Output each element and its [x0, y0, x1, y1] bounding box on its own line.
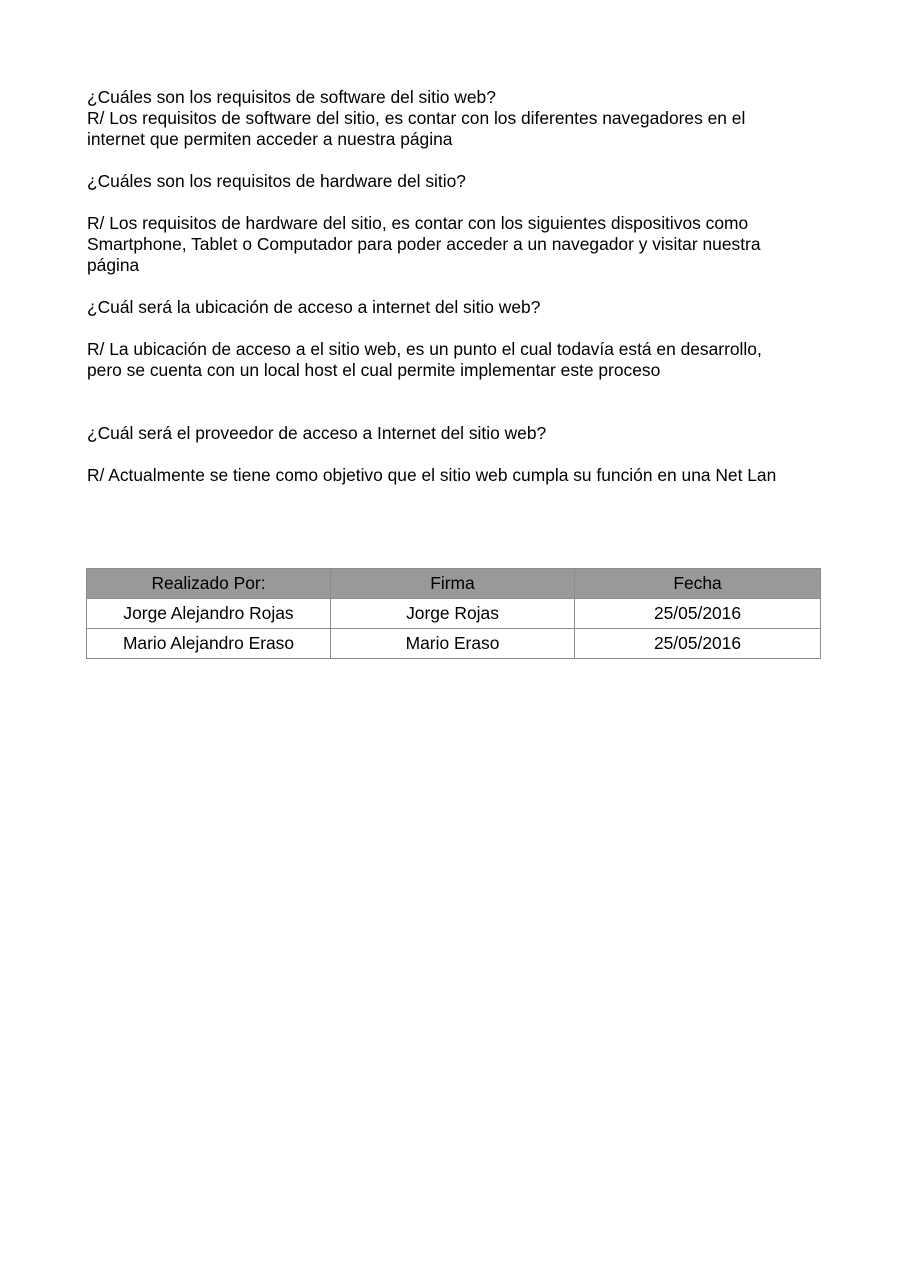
answer-hardware-line-2: Smartphone, Tablet o Computador para poder acceder a un navegador y visitar nuestra — [87, 234, 761, 254]
answer-hardware-line-1: R/ Los requisitos de hardware del sitio, es contar con los siguientes dispositivos como — [87, 213, 749, 233]
cell-author: Jorge Alejandro Rojas — [87, 599, 331, 629]
answer-provider-line-1: R/ Actualmente se tiene como objetivo que el sitio web cumpla su función en una Net Lan — [87, 465, 777, 485]
header-realizado-por: Realizado Por: — [87, 569, 331, 599]
question-hardware: ¿Cuáles son los requisitos de hardware del sitio? — [87, 171, 466, 191]
signature-table — [86, 568, 821, 659]
answer-software-line-1: R/ Los requisitos de software del sitio, es contar con los diferentes navegadores en el — [87, 108, 746, 128]
answer-location-line-2: pero se cuenta con un local host el cual permite implementar este proceso — [87, 360, 661, 380]
answer-hardware-line-3: página — [87, 255, 140, 275]
table-header-row — [87, 569, 821, 599]
table-row — [87, 629, 821, 659]
question-location: ¿Cuál será la ubicación de acceso a internet del sitio web? — [87, 297, 541, 317]
table-row — [87, 599, 821, 629]
question-software: ¿Cuáles son los requisitos de software del sitio web? — [87, 87, 496, 107]
question-provider: ¿Cuál será el proveedor de acceso a Internet del sitio web? — [87, 423, 547, 443]
header-fecha: Fecha — [575, 569, 821, 599]
cell-signature: Jorge Rojas — [331, 599, 575, 629]
answer-software-line-2: internet que permiten acceder a nuestra página — [87, 129, 453, 149]
answer-location-line-1: R/ La ubicación de acceso a el sitio web, es un punto el cual todavía está en desarrollo, — [87, 339, 762, 359]
cell-author: Mario Alejandro Eraso — [87, 629, 331, 659]
header-firma: Firma — [331, 569, 575, 599]
cell-signature: Mario Eraso — [331, 629, 575, 659]
cell-date: 25/05/2016 — [575, 599, 821, 629]
cell-date: 25/05/2016 — [575, 629, 821, 659]
